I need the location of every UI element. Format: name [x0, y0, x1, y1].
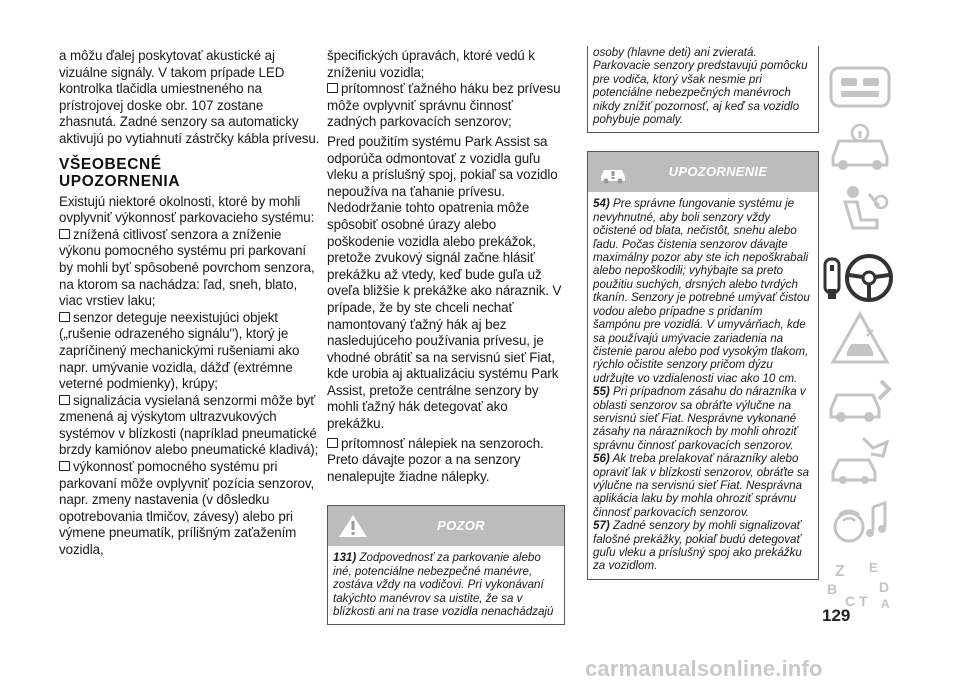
note-number: 54)	[593, 197, 610, 211]
upozornenie-title: UPOZORNENIE	[668, 164, 768, 180]
steering-key-icon[interactable]	[823, 241, 897, 307]
upozornenie-body	[588, 192, 818, 578]
list-item: výkonnosť pomocného systému pri parkovaní môže ovplyvniť pozícia senzorov, napr. zmeny nastavenia (v dôsledku opotrebovania tlmičov, závesy) alebo pri výmene pneumatík, prílišným zaťažením vozidla,	[59, 459, 321, 559]
pozor-box-continued	[587, 46, 819, 133]
note-item	[593, 519, 813, 573]
continued-text: špecifických úpravách, ktoré vedú k zníženiu vozidla;	[327, 48, 535, 80]
note-item	[593, 197, 813, 385]
pozor-text: Zodpovednosť za parkovanie alebo iné, potenciálne nebezpečné manévre, zostáva vždy na vodičovi. Pri vykonávaní takýchto manévrov sa uistite, že sa v blízkosti ani na trase vozidla nenachádzajú	[333, 551, 554, 619]
pozor-body	[328, 546, 564, 624]
warning-triangle-car-icon[interactable]	[823, 310, 897, 368]
pozor-box	[327, 505, 565, 625]
towbar-paragraph: Pred použitím systému Park Assist sa odporúča odmontovať z vozidla guľu vleku a príslušný spoj, pokiaľ sa vozidlo nepoužíva na ťahanie prívesu. Nedodržanie tohto opatrenia môže spôsobiť osobné úrazy alebo poškodenie vozidla alebo prekážok, pretože zvukový signál začne hlásiť prekážku až vtedy, keď bude guľa už oveľa bližšie k prekážke ako náraznik. V prípade, že by ste chceli nechať namontovaný ťažný hák aj bez nasledujúceho používania prívesu, je vhodné obrátiť sa na servisnú sieť Fiat, kde urobia aj aktualizáciu systému Park Assist, pretože centrálne senzory by mohli ťažný hák detegovať ako prekážku.	[327, 133, 562, 432]
upozornenie-header	[588, 152, 818, 192]
note-text: Zadné senzory by mohli signalizovať falošné prekážky, pokiaľ budú detegovať guľu vleku a príslušný spoj ako prekážku za vozidlom.	[593, 519, 802, 573]
page-number: 129	[822, 606, 851, 625]
column-middle	[327, 48, 565, 625]
index-letter: E	[869, 560, 878, 575]
index-letter: Z	[835, 563, 845, 580]
list-item: senzor deteguje neexistujúci objekt („rušenie odrazeného signálu"), ktorý je zapríčinený mechanickými rušeniami ako napr. umývanie vozidla, dážď (extrémne veterné podmienky), krúpy;	[59, 310, 321, 393]
service-car-icon[interactable]	[823, 371, 897, 429]
note-text: Pri prípadnom zásahu do nárazníka v oblasti senzorov sa obráťte výlučne na servisnú sieť Fiat. Nesprávne vykonané zásahy na nárazníkoch by mohli ohroziť správnu činnosť parkovacích senzorov.	[593, 385, 806, 452]
list-item: prítomnosť ťažného háku bez prívesu môže ovplyvniť správnu činnosť zadných parkovacích senzorov;	[327, 81, 565, 131]
index-letter: B	[827, 581, 838, 597]
column-right	[587, 48, 819, 580]
intro-paragraph: a môžu ďalej poskytovať akustické aj vizuálne signály. V takom prípade LED kontrolka tlačidla umiestneného na prístrojovej doske obr. 107 zostane zhasnutá. Zadné senzory sa automaticky aktivujú po vytiahnutí zástrčky kábla prívesu.	[59, 48, 320, 146]
list-item: znížená citlivosť senzora a zníženie výkonu pomocného systému pri parkovaní by mohli byť spôsobené povrchom senzora, na ktorom sa nachádza: ľad, sneh, blato, viac vrstiev laku;	[59, 227, 321, 310]
column-left	[59, 48, 321, 559]
index-letter: D	[879, 579, 890, 595]
wrench-car-icon[interactable]	[823, 432, 897, 490]
car-info-icon[interactable]	[823, 119, 897, 177]
pozor-continued-text: osoby (hlavne deti) ani zvieratá. Parkovacie senzory predstavujú pomôcku pre vodiča, ktorý však nesmie pri potenciálne nebezpečných manévroch nikdy znížiť pozornosť, aj keď sa vozidlo pohybuje pomaly.	[593, 46, 808, 127]
heading-line-1: VŠEOBECNÉ	[59, 155, 162, 173]
car-dashboard-icon[interactable]	[823, 58, 897, 116]
note-text: Ak treba prelakovať nárazníky alebo opraviť lak v blízkosti senzorov, obráťte sa výlučne na servisnú sieť Fiat. Nesprávna aplikácia laku by mohla ohroziť správnu činnosť parkovacích senzorov.	[593, 452, 810, 519]
pozor-title: POZOR	[437, 518, 485, 534]
note-text: Pre správne fungovanie systému je nevyhnutné, aby boli senzory vždy očistené od blata, nečistôt, snehu alebo ľadu. Počas čistenia senzorov dávajte maximálny pozor aby ste ich nepoškrabali alebo nepoškodili; vyhýbajte sa preto použitiu suchých, drsných alebo tvrdých tkanín. Senzory je potrebné umývať čistou vodou alebo prípadne s pridaním šampónu pre vozidlá. V umyvárňach, kde sa používajú umývacie zariadenia na čistenie parou alebo pod vysokým tlakom, rýchlo očistite senzory pričom dýzu udržujte vo vzdialenosti viac ako 10 cm.	[593, 197, 810, 385]
watermark: carmanualsonline.info	[585, 656, 823, 681]
general-paragraph: Existujú niektoré okolnosti, ktoré by mohli ovplyvniť výkonnosť parkovacieho systému:	[59, 193, 315, 226]
note-number: 57)	[593, 519, 610, 533]
airbag-seat-icon[interactable]	[823, 180, 897, 238]
note-number: 56)	[593, 452, 610, 466]
note-number: 55)	[593, 385, 610, 399]
chapter-sidebar	[823, 58, 903, 615]
section-heading	[59, 156, 321, 190]
heading-line-2: UPOZORNENIA	[59, 172, 181, 190]
index-letter: T	[859, 593, 868, 609]
list-item: prítomnosť nálepiek na senzoroch. Preto dávajte pozor a na senzory nenalepujte žiadne nálepky.	[327, 436, 565, 486]
index-letter: C	[845, 593, 856, 609]
list-item: signalizácia vysielaná senzormi môže byť zmenená aj výskytom ultrazvukových systémov v blízkosti (napríklad pneumatické brzdy kamiónov alebo pneumatické kladivá);	[59, 393, 321, 459]
pozor-header	[328, 506, 564, 546]
media-signal-icon[interactable]	[823, 493, 897, 551]
index-letter: A	[881, 597, 890, 611]
alphabet-index-icon[interactable]	[823, 554, 897, 612]
note-item	[593, 452, 813, 519]
note-item	[593, 385, 813, 452]
upozornenie-box	[587, 151, 819, 579]
note-number: 131)	[333, 551, 357, 565]
